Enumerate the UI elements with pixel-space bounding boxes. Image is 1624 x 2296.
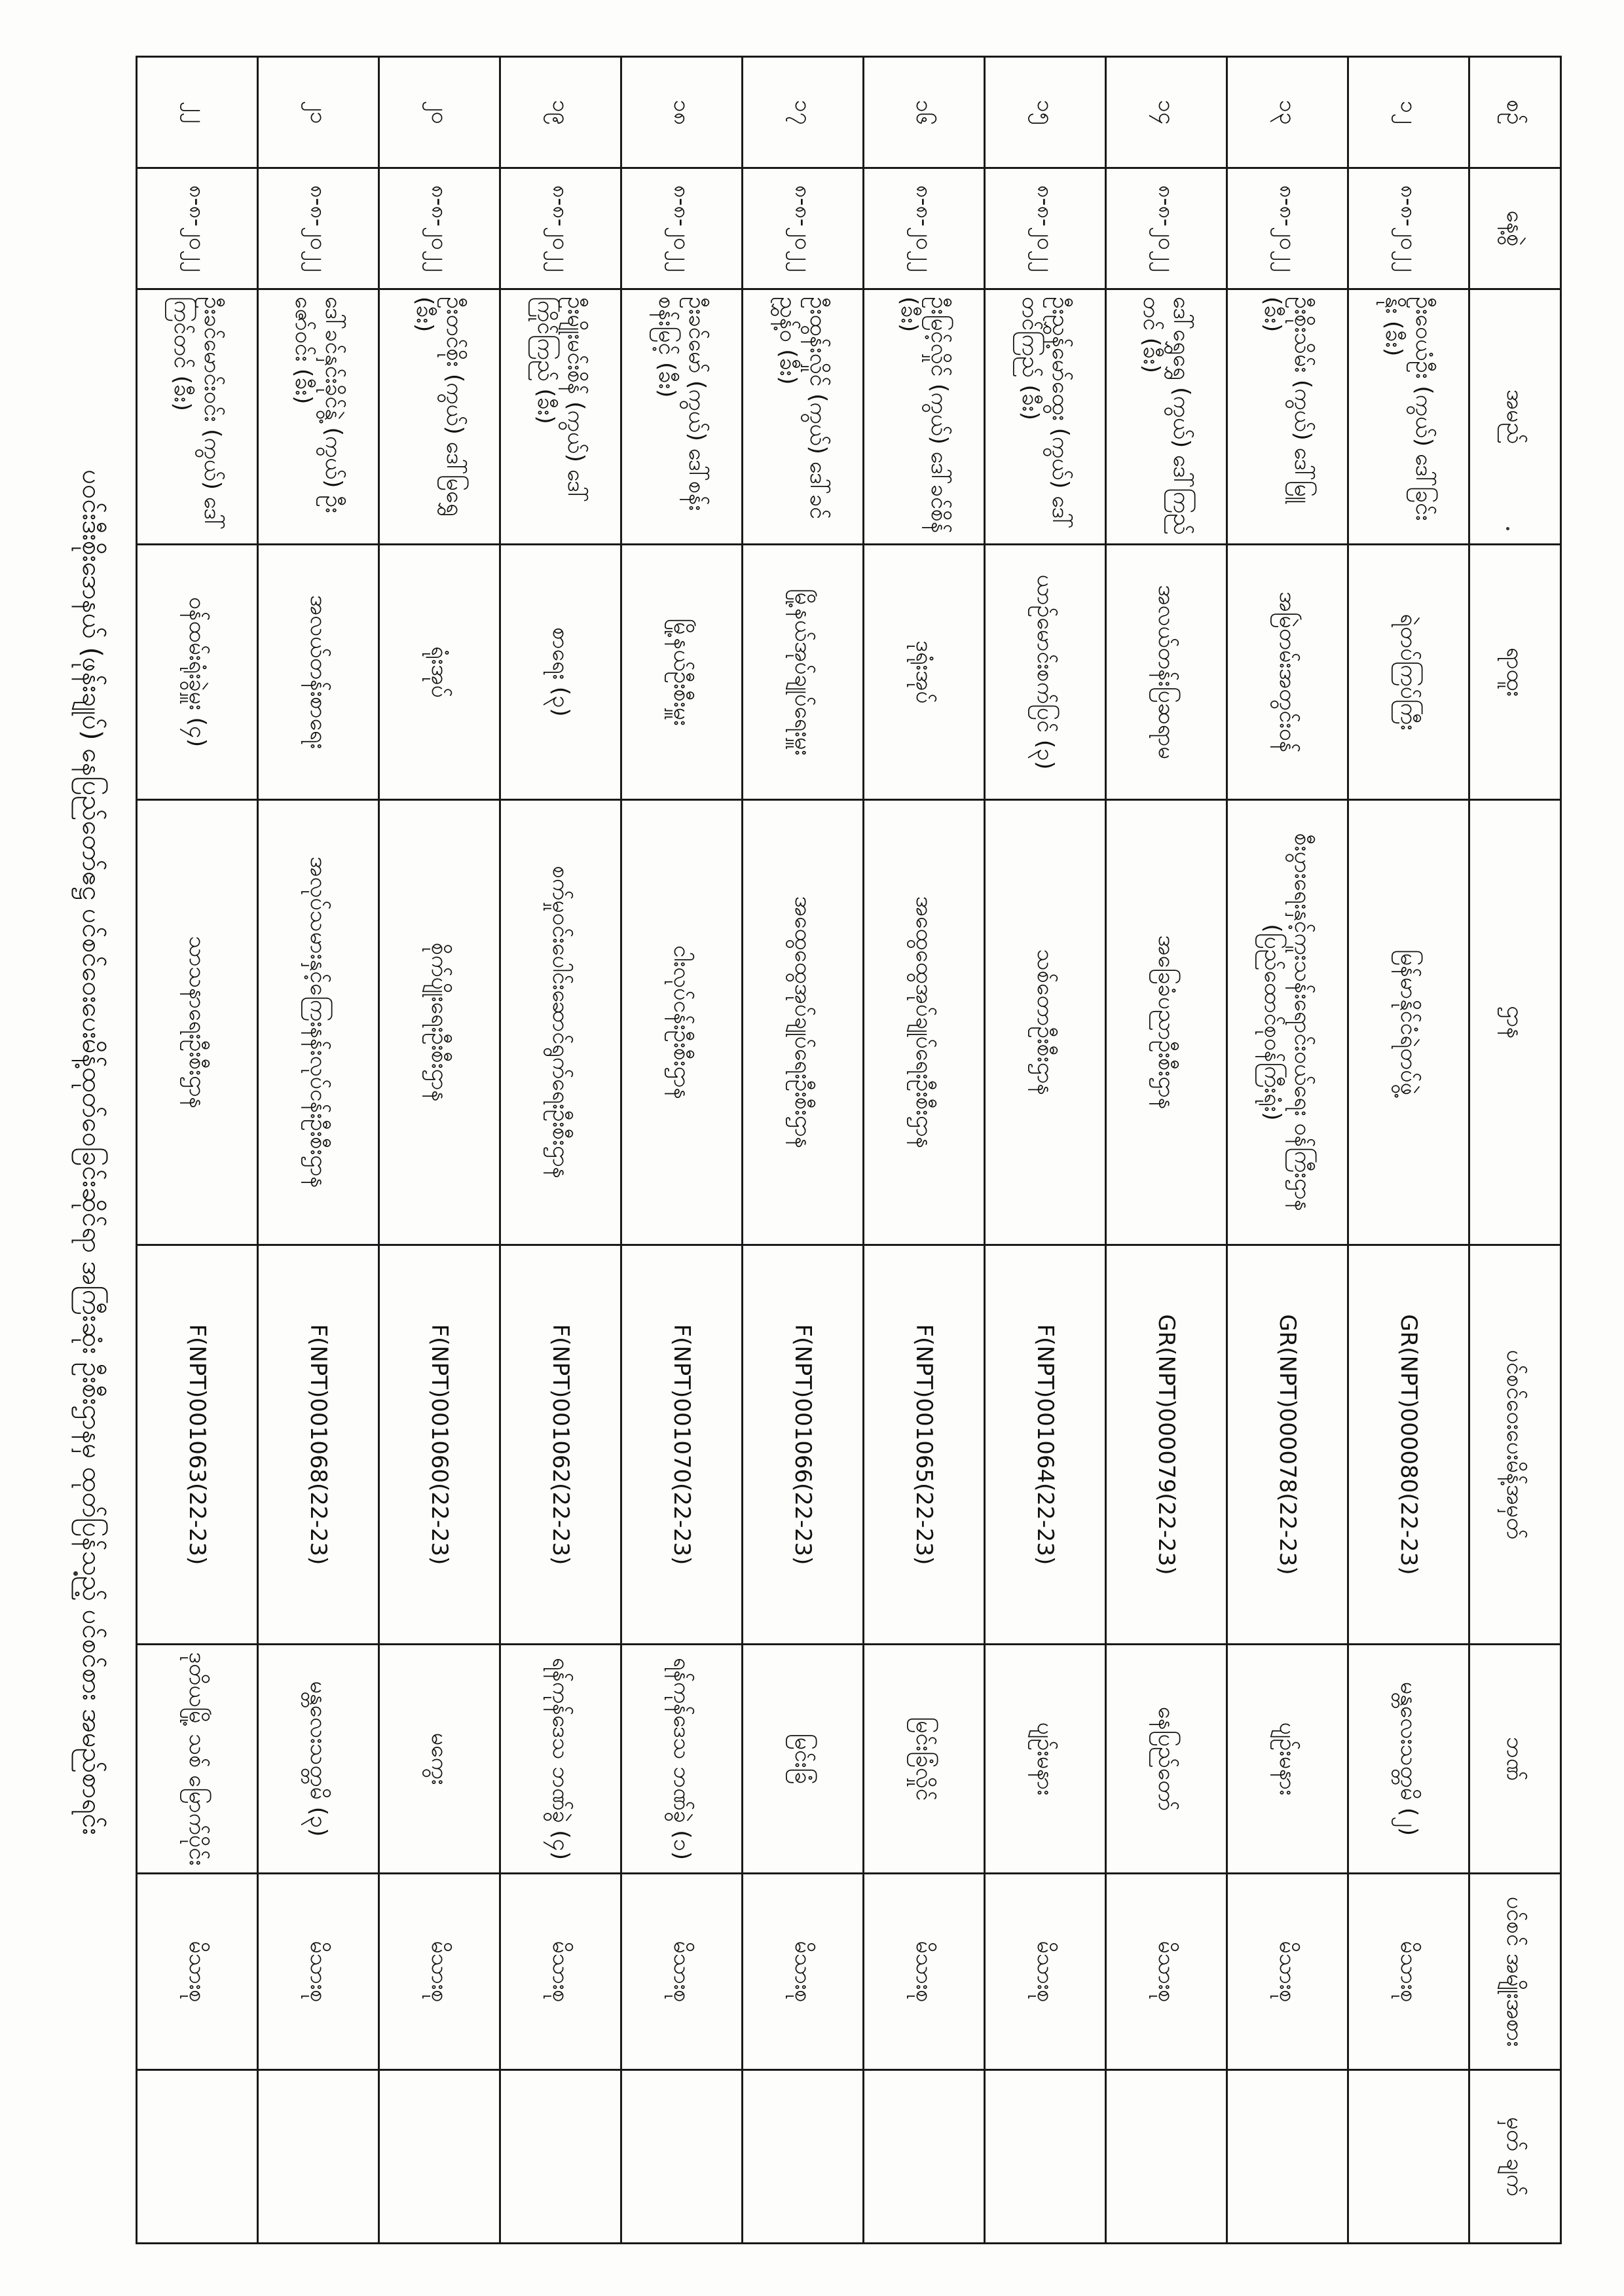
cell-date: ၈-၈-၂၀၂၂ [1227,168,1348,289]
cell-bank: မကွေး [379,1645,500,1874]
cell-dept: အထွေထွေအုပ်ချုပ်ရေးဦးစီးဌာန [743,800,864,1245]
cell-rank: အမြဲတမ်းအတွင်းဝန် [1227,545,1348,800]
cell-name: ဒေါ်ခင်နှင်းခိုင်နွဲ့ (ကွယ်) ဦးဇော်ဝင်း (ခီး) [258,289,379,545]
cell-order: GR(NPT)000079(22-23) [1106,1245,1227,1645]
cell-order: F(NPT)001068(22-23) [258,1245,379,1645]
cell-no: ၂၀ [379,57,500,168]
table-row [621,57,743,2244]
header-remark: မှတ် ချက် [1469,2070,1561,2244]
header-row [1469,57,1561,2244]
cell-name: ဦးခင်မောင်းဝင်း (ကွယ်) ဒေါ်ကြင်တင် (ခီး) [137,289,258,545]
cell-rank: ယာဉ်မောင်းစက်ပြင် (၃) [985,545,1106,800]
cell-no: ၁၅ [985,57,1106,168]
table-row [1227,57,1348,2244]
cell-name: ဦးတင်စိုး (ကွယ်) ဒေါ်မြရွှေ (ခီး) [379,289,500,545]
table-row [1348,57,1469,2244]
cell-rank: မြို့နယ်ဦးစီးမှူး [621,545,743,800]
cell-no: ၂၁ [258,57,379,168]
header-type: ပင်စင် အမျိုးအစား [1469,1874,1561,2070]
cell-type: မိသားစု [379,1874,500,2070]
cell-rank: မြို့နယ်အုပ်ချုပ်ရေးမှူး [743,545,864,800]
cell-order: F(NPT)001070(22-23) [621,1245,743,1645]
header-rank: ရာထူး [1469,545,1561,800]
cell-no: ၁၄ [1106,57,1227,168]
cell-type: မိသားစု [1348,1874,1469,2070]
cell-no: ၁၈ [621,57,743,168]
cell-rank: အလယ်တန်းစာရေး [258,545,379,800]
cell-remark [258,2070,379,2244]
cell-name: ဦးမြင့်လှိုင် (ကွယ်) ဒေါ်ခင်စိန် (ခီး) [864,289,985,545]
cell-dept: စီးပွားရေးနှင့်ကူးသန်းရောင်းဝယ်ရေး ဝန်ကြီးဌာန (ပြည်ထောင်စုဝန်ကြီးရုံး) [1227,800,1348,1245]
cell-bank: ရန်ကုန်ဒေသ ဘဏ်ခွဲ (၄) [500,1645,621,1874]
cell-remark [1106,2070,1227,2244]
cell-dept: အလုပ်သမားနှင့်ကြေးနန်းလုပ်ငန်းဦးစီးဌာန [258,800,379,1245]
cell-dept: မြန်မာနိုင်ငံရဲတပ်ဖွဲ့ [1348,800,1469,1245]
cell-date: ၈-၈-၂၀၂၂ [621,168,743,289]
cell-date: ၈-၈-၂၀၂၂ [985,168,1106,289]
cell-no: ၁၇ [743,57,864,168]
cell-bank: ရန်ကုန်ဒေသ ဘဏ်ခွဲ (၁) [621,1645,743,1874]
cell-rank: အလယ်တန်းပြဆရာမ [1106,545,1227,800]
cell-no: ၁၃ [1227,57,1348,168]
cell-dept: အခြေခံပညာဦးစီးဌာန [1106,800,1227,1245]
cell-remark [864,2070,985,2244]
cell-name: ဦးညွှန့်မော်ထွေး (ကွယ်) ဒေါ်တင်ကြည် (ခီး) [985,289,1106,545]
cell-rank: ဝန်ထမ်းရုံးခွဲမှူး (၄) [137,545,258,800]
cell-no: ၁၆ [864,57,985,168]
header-dept: ဌာန [1469,800,1561,1245]
table-row [743,57,864,2244]
header-bank: ဘဏ် [1469,1645,1561,1874]
cell-dept: စက်မှုဝင်းပေါင်းဆောင်ရွက်ရေးဦးစီးဌာန [500,800,621,1245]
cell-rank: ရုံးအုပ် [379,545,500,800]
cell-remark [1348,2070,1469,2244]
cell-order: GR(NPT)000078(22-23) [1227,1245,1348,1645]
cell-order: GR(NPT)000080(22-23) [1348,1245,1469,1645]
cell-no: ၂၂ [137,57,258,168]
cell-remark [500,2070,621,2244]
cell-dept: သာသနာရေးဦးစီးဌာန [137,800,258,1245]
cell-date: ၈-၈-၂၀၂၂ [379,168,500,289]
header-name: အမည် [1469,289,1561,545]
cell-date: ၈-၈-၂၀၂၂ [137,168,258,289]
cell-date: ၈-၈-၂၀၂၂ [743,168,864,289]
cell-order: F(NPT)001065(22-23) [864,1245,985,1645]
cell-dept: စိုက်ပျိုးရေးဦးစီးဌာန [379,800,500,1245]
cell-date: ၈-၈-၂၀၂၂ [500,168,621,289]
cell-name: ဦးမျိုးမင်းစိန် (ကွယ်) ဒေါ်ကြိုင်ကြည် (ခီး) [500,289,621,545]
table-row [985,57,1106,2244]
table-row [379,57,500,2244]
cell-date: ၈-၈-၂၀၂၂ [1348,168,1469,289]
cell-remark [985,2070,1106,2244]
cell-rank: ဒုရုံးအုပ် [864,545,985,800]
header-date: နေ့စွဲ [1469,168,1561,289]
cell-remark [1227,2070,1348,2244]
cell-remark [137,2070,258,2244]
cell-order: F(NPT)001063(22-23) [137,1245,258,1645]
cell-bank: နေပြည်တော် [1106,1645,1227,1874]
cell-bank: ပျဉ်းမနား [1227,1645,1348,1874]
cell-type: မိသားစု [621,1874,743,2070]
cell-bank: ပျဉ်းမနား [985,1645,1106,1874]
cell-name: ဒေါ်ရွှေရွှေ (ကွယ်) ဒေါ်ကြည်တင် (ခီး) [1106,289,1227,545]
cell-type: မိသားစု [985,1874,1106,2070]
cell-no: ၁၂ [1348,57,1469,168]
cell-type: မိသားစု [864,1874,985,2070]
cell-date: ၈-၈-၂၀၂၂ [864,168,985,289]
cell-dept: ငါးလုပ်ငန်းဦးစီးဌာန [621,800,743,1245]
cell-bank: ဒုတိယမြို့ သစ် မြောက်ပိုင်း [137,1645,258,1874]
cell-date: ၈-၈-၂၀၂၂ [258,168,379,289]
cell-type: မိသားစု [1106,1874,1227,2070]
table-row [258,57,379,2244]
cell-name: ဦးစိုးသိမ်း (ကွယ်) ဒေါ်မြူ (ခီး) [1227,289,1348,545]
cell-bank: မန္တလေးသတ္တမိ (၃) [258,1645,379,1874]
cell-name: ဦးခင်မော် (ကွယ်) ဒေါ်စန်းစန်းမြင့် (ခီး) [621,289,743,545]
cell-remark [621,2070,743,2244]
cell-remark [743,2070,864,2244]
table-body [137,57,1469,2244]
document-title: ပဝင်းဒီးစိုးဒောနယ် (ဖုန်းချုပ်) နေပြည်တော်ဧဋ္ဌ ပင်စင်ဝေးပေးမိန့်ထုတ်ဝေခြင်းဆိုင်ရာ အကြီးဆုံး ဦးစီးဌာနမှ ထုတ်ပြန်သည့် ပင်စင်စား အမည်စာရင်း [77,469,107,1835]
header-no: စဉ် [1469,57,1561,168]
cell-remark [379,2070,500,2244]
cell-bank: မန္တလေးသတ္တမိ (၂) [1348,1645,1469,1874]
pension-table [136,56,1562,2244]
header-order: ပင်စင်ဝေးပေးမိန့်အမှတ် [1469,1245,1561,1645]
cell-type: မိသားစု [137,1874,258,2070]
cell-bank: မြင်းခြံ [743,1645,864,1874]
cell-type: မိသားစု [258,1874,379,2070]
cell-rank: စာရေး (၃) [500,545,621,800]
cell-name: ဦးထွန်းလှိုင် (ကွယ်) ဒေါ်ခင်ညွှန့်ဝ (ခီး) [743,289,864,545]
cell-type: မိသားစု [743,1874,864,2070]
cell-order: F(NPT)001066(22-23) [743,1245,864,1645]
cell-dept: အထွေထွေအုပ်ချုပ်ရေးဦးစီးဌာန [864,800,985,1245]
cell-bank: မြင်းခြံလှိုင် [864,1645,985,1874]
cell-type: မိသားစု [500,1874,621,2070]
cell-order: F(NPT)001062(22-23) [500,1245,621,1645]
cell-order: F(NPT)001060(22-23) [379,1245,500,1645]
cell-name: ဦးဝေယံဦး (ကွယ်) ဒေါ်ခြင်းနိုး (ခီး) [1348,289,1469,545]
table-row [864,57,985,2244]
cell-type: မိသားစု [1227,1874,1348,2070]
cell-rank: ရဲတပ်ကြပ်ကြီး [1348,545,1469,800]
cell-date: ၈-၈-၂၀၂၂ [1106,168,1227,289]
table-row [1106,57,1227,2244]
cell-order: F(NPT)001064(22-23) [985,1245,1106,1645]
cell-dept: သစ်တောဦးစီးဌာန [985,800,1106,1245]
cell-no: ၁၉ [500,57,621,168]
table-row [137,57,258,2244]
table-row [500,57,621,2244]
